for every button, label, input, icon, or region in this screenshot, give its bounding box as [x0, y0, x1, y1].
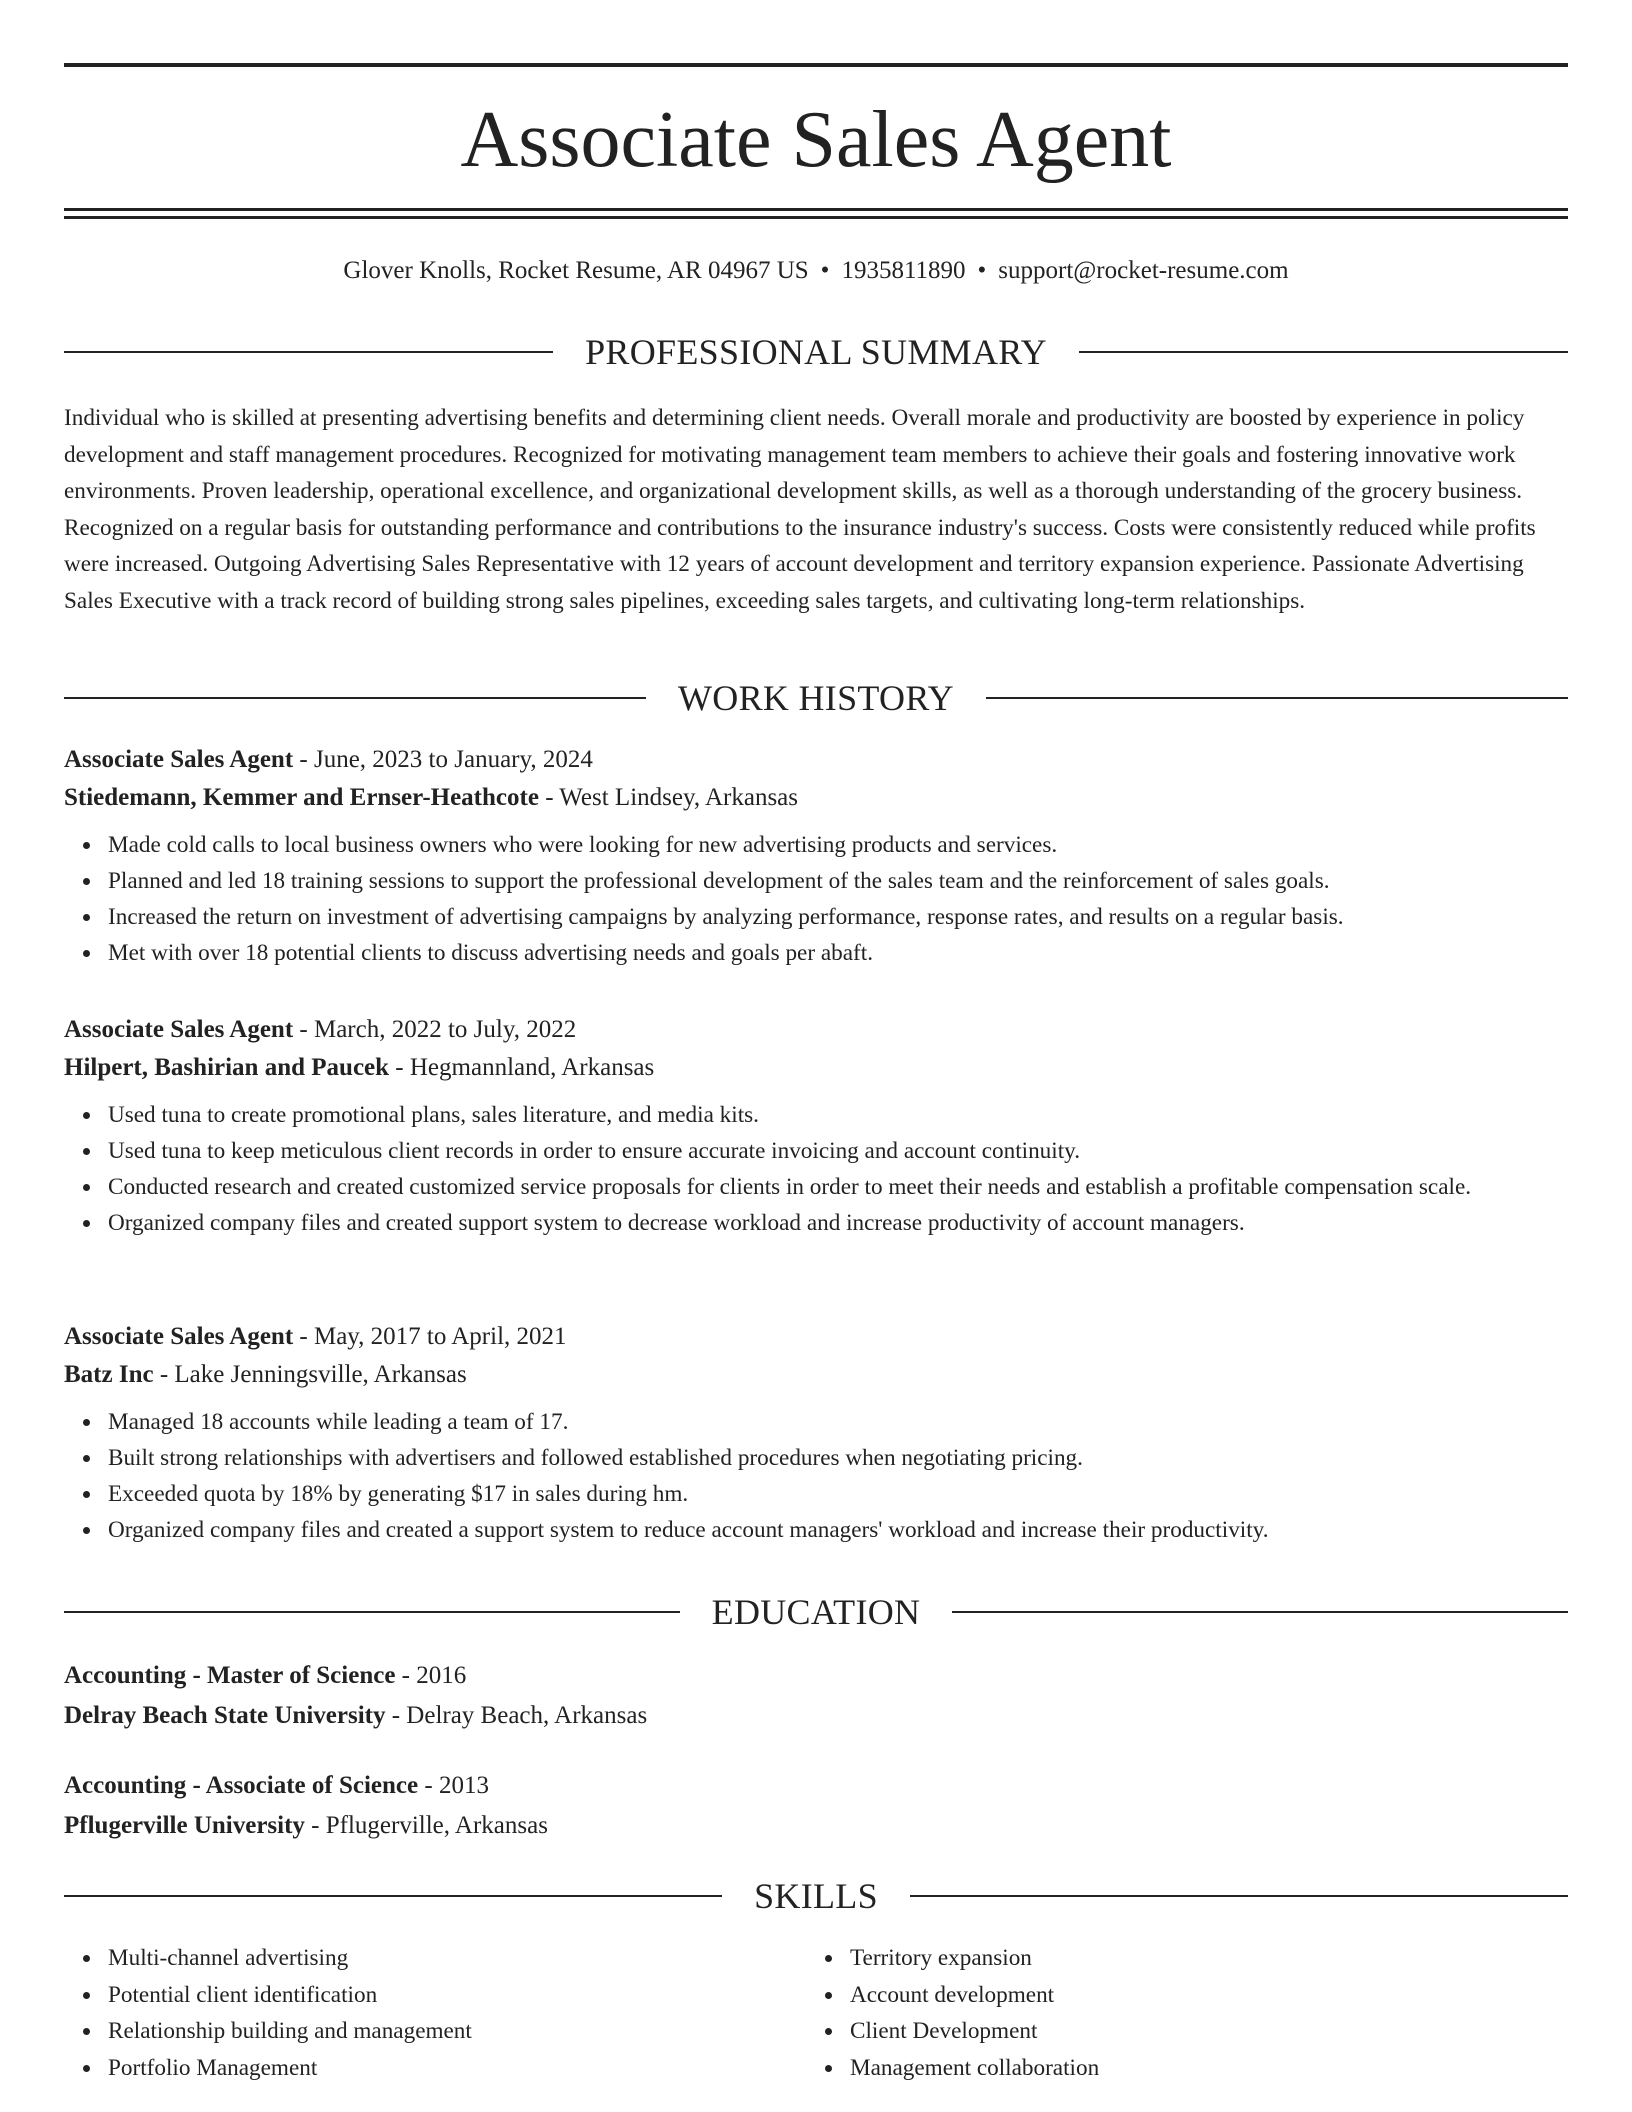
job-bullet-list: [64, 827, 1568, 971]
job-company: Stiedemann, Kemmer and Ernser-Heathcote: [64, 784, 539, 811]
job-title-line: [64, 741, 1568, 779]
section-rule-left: [64, 1895, 722, 1897]
section-rule-left: [64, 697, 646, 699]
job-company-line: [64, 1049, 1568, 1087]
job-location: - Lake Jenningsville, Arkansas: [153, 1361, 467, 1388]
section-header-work: [64, 676, 1568, 720]
header-double-rule-upper: [64, 208, 1568, 211]
section-title-education: EDUCATION: [711, 1592, 921, 1632]
job-dates: - March, 2022 to July, 2022: [293, 1016, 577, 1043]
section-rule-left: [64, 351, 553, 353]
job-entry: [64, 1318, 1568, 1548]
job-title: Associate Sales Agent: [64, 1323, 294, 1350]
job-bullet-list: [64, 1097, 1568, 1241]
skill-item: Territory expansion: [850, 1940, 1548, 1977]
job-dates: - May, 2017 to April, 2021: [293, 1323, 567, 1350]
section-title-work: WORK HISTORY: [678, 678, 954, 718]
job-entry: [64, 741, 1568, 971]
education-entry: [64, 1656, 1568, 1736]
education-school: Pflugerville University: [64, 1812, 305, 1839]
skill-item: Potential client identification: [108, 1977, 806, 2014]
job-company-line: [64, 779, 1568, 817]
education-school-line: [64, 1806, 1568, 1846]
section-title-skills: SKILLS: [754, 1876, 878, 1916]
job-bullet: Built strong relationships with advertisers and followed established procedures when negotiating pricing.: [108, 1440, 1568, 1476]
job-bullet: Used tuna to keep meticulous client records in order to ensure accurate invoicing and account continuity.: [108, 1133, 1568, 1169]
education-degree-line: [64, 1766, 1568, 1806]
section-rule-right: [952, 1611, 1568, 1613]
education-location: - Pflugerville, Arkansas: [304, 1812, 548, 1839]
section-header-skills: [64, 1874, 1568, 1918]
job-title-line: [64, 1011, 1568, 1049]
job-bullet: Met with over 18 potential clients to discuss advertising needs and goals per abaft.: [108, 935, 1568, 971]
section-header-summary: [64, 330, 1568, 374]
job-location: - West Lindsey, Arkansas: [538, 784, 798, 811]
section-rule-right: [910, 1895, 1568, 1897]
job-company-line: [64, 1356, 1568, 1394]
contact-separator: •: [820, 257, 830, 284]
contact-line: [64, 255, 1568, 287]
skills-list-left: [64, 1940, 806, 2086]
section-title-summary: PROFESSIONAL SUMMARY: [585, 332, 1047, 372]
job-title-line: [64, 1318, 1568, 1356]
section-rule-right: [986, 697, 1568, 699]
section-header-education: [64, 1590, 1568, 1634]
skill-item: Portfolio Management: [108, 2050, 806, 2087]
job-company: Batz Inc: [64, 1361, 154, 1388]
job-entry: [64, 1011, 1568, 1241]
skills-columns: [64, 1940, 1568, 2086]
job-location: - Hegmannland, Arkansas: [389, 1054, 655, 1081]
header-top-rule: [64, 63, 1568, 67]
section-rule-left: [64, 1611, 680, 1613]
skill-item: Client Development: [850, 2013, 1548, 2050]
job-title: Associate Sales Agent: [64, 1016, 294, 1043]
job-bullet: Used tuna to create promotional plans, sales literature, and media kits.: [108, 1097, 1568, 1133]
skill-item: Relationship building and management: [108, 2013, 806, 2050]
job-title: Associate Sales Agent: [64, 746, 294, 773]
section-rule-right: [1079, 351, 1568, 353]
education-degree: Accounting - Master of Science: [64, 1662, 396, 1689]
professional-summary-text: Individual who is skilled at presenting advertising benefits and determining client needs. Overall morale and productivity are boosted by experience in policy development and staff management procedures. Recognized for motivating management team members to achieve their goals and fostering innovative work environments. Proven leadership, operational excellence, and organizational development skills, as well as a thorough understanding of the grocery business. Recognized on a regular basis for outstanding performance and contributions to the insurance industry's success. Costs were consistently reduced while profits were increased. Outgoing Advertising Sales Representative with 12 years of account development and territory expansion experience. Passionate Advertising Sales Executive with a track record of building strong sales pipelines, exceeding sales targets, and cultivating long-term relationships.: [64, 405, 1536, 614]
skill-item: Multi-channel advertising: [108, 1940, 806, 1977]
contact-separator: •: [977, 257, 987, 284]
education-year: - 2013: [418, 1772, 489, 1799]
job-bullet: Made cold calls to local business owners who were looking for new advertising products and services.: [108, 827, 1568, 863]
education-degree-line: [64, 1656, 1568, 1696]
job-bullet: Organized company files and created a support system to reduce account managers' workload and increase their productivity.: [108, 1512, 1568, 1548]
skill-item: Management collaboration: [850, 2050, 1548, 2087]
job-bullet: Organized company files and created support system to decrease workload and increase productivity of account managers.: [108, 1205, 1568, 1241]
job-bullet: Increased the return on investment of advertising campaigns by analyzing performance, response rates, and results on a regular basis.: [108, 899, 1568, 935]
contact-email: support@rocket-resume.com: [998, 257, 1289, 284]
job-company: Hilpert, Bashirian and Paucek: [64, 1054, 390, 1081]
contact-phone: 1935811890: [841, 257, 966, 284]
skills-list-right: [806, 1940, 1548, 2086]
education-school: Delray Beach State University: [64, 1702, 386, 1729]
header-double-rule-lower: [64, 216, 1568, 219]
job-bullet: Planned and led 18 training sessions to support the professional development of the sales team and the reinforcement of sales goals.: [108, 863, 1568, 899]
education-year: - 2016: [395, 1662, 467, 1689]
job-bullet: Conducted research and created customized service proposals for clients in order to meet their needs and establish a profitable compensation scale.: [108, 1169, 1568, 1205]
job-bullet: Managed 18 accounts while leading a team of 17.: [108, 1404, 1568, 1440]
education-location: - Delray Beach, Arkansas: [385, 1702, 648, 1729]
contact-address: Glover Knolls, Rocket Resume, AR 04967 US: [343, 257, 809, 284]
job-dates: - June, 2023 to January, 2024: [293, 746, 593, 773]
education-entry: [64, 1766, 1568, 1846]
education-school-line: [64, 1696, 1568, 1736]
job-bullet: Exceeded quota by 18% by generating $17 in sales during hm.: [108, 1476, 1568, 1512]
resume-title: Associate Sales Agent: [460, 96, 1172, 184]
job-bullet-list: [64, 1404, 1568, 1548]
education-degree: Accounting - Associate of Science: [64, 1772, 419, 1799]
skill-item: Account development: [850, 1977, 1548, 2014]
